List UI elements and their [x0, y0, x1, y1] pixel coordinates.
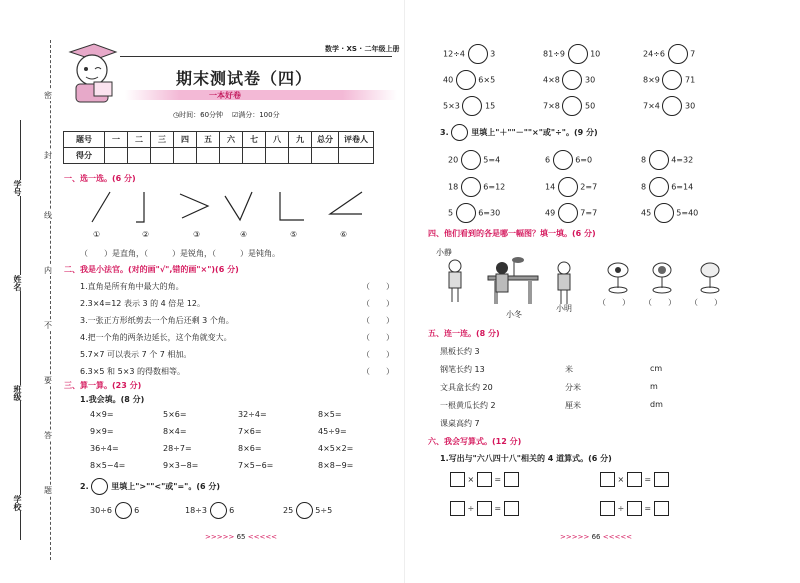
- seal-char: 内: [44, 266, 52, 275]
- operator-symbol: =: [494, 475, 502, 484]
- calc-item: 45÷9=: [318, 427, 347, 436]
- answer-box[interactable]: [477, 501, 492, 516]
- operator-circle[interactable]: [456, 203, 476, 223]
- answer-box[interactable]: [450, 472, 465, 487]
- clock-icon: ◷: [173, 111, 180, 119]
- judge-item: 5.7×7 可以表示 7 个 7 相加。: [80, 350, 192, 359]
- equation-row: [450, 501, 519, 516]
- page-title: 期末测试卷（四）: [176, 69, 313, 88]
- compare-left: 5×3: [443, 101, 460, 111]
- answer-box[interactable]: [477, 472, 492, 487]
- judge-answer[interactable]: （ ）: [362, 333, 394, 342]
- angle-label: ①: [93, 230, 101, 239]
- compare-right: 71: [684, 75, 696, 85]
- compare-item: [443, 44, 495, 64]
- match-right-item[interactable]: m: [650, 382, 658, 391]
- operator-symbol: =: [644, 475, 652, 484]
- calc-item: 9×3−8=: [163, 461, 199, 470]
- score-table: [63, 131, 374, 164]
- compare-left: 81÷9: [543, 49, 565, 59]
- page-fold: [404, 0, 405, 583]
- operand: 4=32: [671, 155, 694, 165]
- equation-row: [600, 501, 669, 516]
- mascot-illustration: [64, 42, 120, 104]
- match-left-item[interactable]: 一根黄瓜长约 2: [440, 401, 496, 410]
- operand: 49: [545, 208, 556, 218]
- page-arrows: >>>>>: [205, 533, 235, 541]
- table-cell: 三: [151, 132, 174, 148]
- match-right-item[interactable]: cm: [650, 364, 663, 373]
- judge-item: 6.3×5 和 5×3 的得数相等。: [80, 367, 186, 376]
- seal-char: 线: [44, 211, 52, 220]
- page-arrows: <<<<<: [247, 533, 278, 541]
- score-table-header: [64, 132, 374, 148]
- checkbox-icon: ☑: [231, 111, 239, 119]
- table-cell: 八: [266, 132, 289, 148]
- operator-symbol: ÷: [617, 504, 625, 513]
- section-1-title: 一、选一选。(6 分): [64, 174, 136, 183]
- sub-question-3: [440, 124, 598, 141]
- section-2-title: 二、我是小法官。(对的画"√",错的画"×")(6 分): [64, 265, 239, 274]
- table-cell: 二: [128, 132, 151, 148]
- score-cell[interactable]: [312, 148, 339, 164]
- equation-row: [450, 472, 519, 487]
- compare-left: 7×8: [543, 101, 560, 111]
- operator-symbol: ×: [617, 475, 625, 484]
- score-cell[interactable]: [128, 148, 151, 164]
- view-answer[interactable]: （ ）: [598, 298, 630, 307]
- operator-item: [545, 203, 597, 223]
- compare-circle[interactable]: [462, 96, 482, 116]
- calc-item: 36÷4=: [90, 444, 119, 453]
- compare-circle[interactable]: [662, 96, 682, 116]
- compare-circle[interactable]: [210, 502, 227, 519]
- sub-question-2: [80, 478, 220, 495]
- view-answer[interactable]: （ ）: [644, 298, 676, 307]
- compare-right: 7: [690, 49, 696, 59]
- seal-char: 题: [44, 486, 52, 495]
- desk-with-lamp: [488, 257, 538, 304]
- compare-item: [643, 96, 695, 116]
- boy-figure: [558, 262, 570, 304]
- section-6-title: 六、我会写算式。(12 分): [428, 437, 522, 446]
- lamp-view-3: [701, 263, 719, 293]
- match-mid-item[interactable]: 厘米: [565, 401, 581, 410]
- answer-circle: [451, 124, 468, 141]
- operator-circle[interactable]: [553, 150, 573, 170]
- section-3-title: 三、算一算。(23 分): [64, 381, 142, 390]
- operator-item: [545, 177, 597, 197]
- table-cell: 得分: [64, 148, 105, 164]
- operator-circle[interactable]: [558, 177, 578, 197]
- calc-item: 8×4=: [163, 427, 187, 436]
- title-band: [125, 90, 397, 100]
- match-mid-item[interactable]: 分米: [565, 383, 581, 392]
- compare-item: [543, 96, 595, 116]
- compare-item: [283, 502, 332, 519]
- subject-label: 数学 · XS · 二年级上册: [325, 45, 400, 53]
- compare-item: [185, 502, 234, 519]
- field-class: 班级: [13, 385, 22, 401]
- page-arrows: <<<<<: [602, 533, 633, 541]
- section-5-title: 五、连一连。(8 分): [428, 329, 500, 338]
- sub-question-1: 1.我会填。(8 分): [80, 395, 145, 404]
- view-answer[interactable]: （ ）: [690, 298, 722, 307]
- calc-item: 32÷4=: [238, 410, 267, 419]
- operand: 20: [448, 155, 459, 165]
- score-cell[interactable]: [174, 148, 197, 164]
- compare-circle[interactable]: [456, 70, 476, 90]
- compare-item: [543, 44, 600, 64]
- operand: 6=14: [671, 182, 694, 192]
- calc-item: 7×5−6=: [238, 461, 274, 470]
- compare-circle[interactable]: [562, 96, 582, 116]
- compare-right: 5÷5: [315, 506, 333, 515]
- judge-item: 4.把一个角的两条边延长，这个角就变大。: [80, 333, 232, 342]
- score-cell[interactable]: [197, 148, 220, 164]
- binding-dashed-line: [50, 40, 51, 560]
- operator-symbol: ×: [467, 475, 475, 484]
- seal-char: 要: [44, 376, 52, 385]
- compare-right: 3: [490, 49, 496, 59]
- operand: 6=30: [478, 208, 501, 218]
- operator-item: [641, 177, 693, 197]
- operand: 8: [641, 182, 647, 192]
- compare-circle[interactable]: [662, 70, 682, 90]
- compare-left: 30÷6: [90, 506, 112, 515]
- table-cell: 评卷人: [339, 132, 374, 148]
- angle-5: [280, 192, 304, 220]
- answer-box[interactable]: [654, 501, 669, 516]
- operand: 18: [448, 182, 459, 192]
- lamp-view-2: [653, 263, 671, 293]
- table-cell: 六: [220, 132, 243, 148]
- operand: 7=7: [580, 208, 598, 218]
- operand: 6=0: [575, 155, 593, 165]
- compare-left: 25: [283, 506, 294, 515]
- operator-item: [641, 203, 698, 223]
- score-cell[interactable]: [151, 148, 174, 164]
- compare-left: 4×8: [543, 75, 560, 85]
- compare-right: 30: [584, 75, 596, 85]
- angle-label: ⑥: [340, 230, 348, 239]
- angle-label: ④: [240, 230, 248, 239]
- operator-item: [448, 150, 500, 170]
- table-cell: 四: [174, 132, 197, 148]
- answer-box[interactable]: [600, 501, 615, 516]
- calc-item: 5×6=: [163, 410, 187, 419]
- equation-row: [600, 472, 669, 487]
- lamp-views: [598, 258, 748, 298]
- exam-meta: [173, 110, 280, 120]
- compare-circle[interactable]: [296, 502, 313, 519]
- operand: 2=7: [580, 182, 598, 192]
- operator-item: [545, 150, 592, 170]
- operator-circle[interactable]: [558, 203, 578, 223]
- binding-strip: [0, 0, 60, 583]
- compare-item: [643, 44, 695, 64]
- seal-char: 密: [44, 91, 52, 100]
- answer-box[interactable]: [450, 501, 465, 516]
- operand: 5=40: [676, 208, 699, 218]
- compare-left: 18÷3: [185, 506, 207, 515]
- compare-right: 6: [134, 506, 140, 515]
- judge-item: 1.直角是所有角中最大的角。: [80, 282, 184, 291]
- operand: 6=12: [483, 182, 506, 192]
- sub-question-text: 里填上">""<"或"="。(6 分): [111, 482, 220, 491]
- calc-item: 7×6=: [238, 427, 262, 436]
- judge-answer[interactable]: （ ）: [362, 367, 394, 376]
- answer-box[interactable]: [600, 472, 615, 487]
- compare-left: 12÷4: [443, 49, 465, 59]
- judge-answer[interactable]: （ ）: [362, 350, 394, 359]
- table-cell: 题号: [64, 132, 105, 148]
- judge-answer[interactable]: （ ）: [362, 316, 394, 325]
- compare-right: 50: [584, 101, 596, 111]
- score-table-row: [64, 148, 374, 164]
- operator-symbol: ÷: [467, 504, 475, 513]
- angle-answer-line: （ ）是直角，（ ）是锐角，（ ）是钝角。: [80, 249, 280, 258]
- calc-item: 8×6=: [238, 444, 262, 453]
- calc-item: 9×9=: [90, 427, 114, 436]
- calc-item: 4×9=: [90, 410, 114, 419]
- sub-question-number: 2.: [80, 482, 89, 491]
- name-label: 小冬: [506, 310, 522, 319]
- score-cell[interactable]: [339, 148, 374, 164]
- page-number: 65: [236, 533, 246, 541]
- judge-item: 2.3×4=12 表示 3 的 4 倍是 12。: [80, 299, 206, 308]
- compare-right: 30: [684, 101, 696, 111]
- operand: 8: [641, 155, 647, 165]
- page-number: 66: [591, 533, 601, 541]
- answer-box[interactable]: [654, 472, 669, 487]
- judge-item: 3.一张正方形纸剪去一个角后还剩 3 个角。: [80, 316, 234, 325]
- judge-answer[interactable]: （ ）: [362, 282, 394, 291]
- angle-label: ③: [193, 230, 201, 239]
- compare-right: 6: [229, 506, 235, 515]
- compare-left: 24÷6: [643, 49, 665, 59]
- field-student-id: 学号: [13, 180, 22, 196]
- sub-question-number: 3.: [440, 128, 449, 137]
- operand: 45: [641, 208, 652, 218]
- section-4-title: 四、他们看到的各是哪一幅图？填一填。(6 分): [428, 229, 596, 238]
- compare-item: [443, 96, 495, 116]
- match-left-item[interactable]: 黑板长约 3: [440, 347, 480, 356]
- field-school: 学校: [13, 495, 22, 511]
- seal-char: 答: [44, 431, 52, 440]
- angle-label: ②: [142, 230, 150, 239]
- page-number-right: [560, 533, 632, 541]
- match-left-item[interactable]: 文具盒长约 20: [440, 383, 493, 392]
- operator-symbol: =: [644, 504, 652, 513]
- score-label: 满分：100分: [238, 111, 280, 119]
- compare-left: 7×4: [643, 101, 660, 111]
- answer-box[interactable]: [504, 501, 519, 516]
- time-label: 时间：60分钟: [179, 111, 224, 119]
- judge-answer[interactable]: （ ）: [362, 299, 394, 308]
- compare-circle[interactable]: [468, 44, 488, 64]
- operator-circle[interactable]: [461, 150, 481, 170]
- compare-item: [643, 70, 695, 90]
- angle-2: [136, 192, 144, 222]
- operator-circle[interactable]: [461, 177, 481, 197]
- table-cell: 一: [105, 132, 128, 148]
- angle-label: ⑤: [290, 230, 298, 239]
- operand: 5=4: [483, 155, 501, 165]
- sub-question-1: 1.写出与"六八四十八"相关的 4 道算式。(6 分): [440, 454, 612, 463]
- angle-1: [92, 192, 110, 222]
- match-mid-item[interactable]: 米: [565, 365, 573, 374]
- operator-circle[interactable]: [649, 177, 669, 197]
- angle-figures: [80, 188, 370, 228]
- table-cell: 九: [289, 132, 312, 148]
- lamp-view-1: [608, 263, 628, 293]
- operator-item: [641, 150, 693, 170]
- header-rule: [120, 56, 392, 57]
- seal-char: 不: [44, 321, 52, 330]
- compare-right: 10: [590, 49, 601, 59]
- compare-right: 15: [484, 101, 496, 111]
- compare-right: 6×5: [478, 75, 496, 85]
- calc-item: 28÷7=: [163, 444, 192, 453]
- sub-question-text: 里填上"＋""－""×"或"÷"。(9 分): [471, 128, 598, 137]
- answer-circle: [91, 478, 108, 495]
- operand: 14: [545, 182, 556, 192]
- angle-3: [180, 194, 208, 218]
- table-cell: 七: [243, 132, 266, 148]
- score-cell[interactable]: [289, 148, 312, 164]
- name-label: 小明: [556, 304, 572, 313]
- table-cell: 总分: [312, 132, 339, 148]
- operator-circle[interactable]: [654, 203, 674, 223]
- match-left-item[interactable]: 钢笔长约 13: [440, 365, 485, 374]
- match-right-item[interactable]: dm: [650, 400, 663, 409]
- operator-circle[interactable]: [649, 150, 669, 170]
- table-cell: 五: [197, 132, 220, 148]
- angle-6: [330, 192, 362, 214]
- score-cell[interactable]: [243, 148, 266, 164]
- compare-item: [443, 70, 495, 90]
- page-arrows: >>>>>: [560, 533, 590, 541]
- compare-circle[interactable]: [562, 70, 582, 90]
- calc-item: 4×5×2=: [318, 444, 354, 453]
- calc-item: 8×8−9=: [318, 461, 354, 470]
- answer-box[interactable]: [627, 501, 642, 516]
- score-cell[interactable]: [105, 148, 128, 164]
- compare-circle[interactable]: [115, 502, 132, 519]
- seal-char: 封: [44, 151, 52, 160]
- operator-item: [448, 203, 500, 223]
- operator-item: [448, 177, 505, 197]
- calc-item: 8×5=: [318, 410, 342, 419]
- operand: 5: [448, 208, 454, 218]
- compare-circle[interactable]: [668, 44, 688, 64]
- calc-item: 8×5−4=: [90, 461, 126, 470]
- girl-figure: [449, 260, 461, 302]
- answer-box[interactable]: [504, 472, 519, 487]
- page-number-left: [205, 533, 277, 541]
- compare-item: [543, 70, 595, 90]
- match-left-item[interactable]: 课桌高约 7: [440, 419, 480, 428]
- compare-circle[interactable]: [568, 44, 588, 64]
- compare-left: 8×9: [643, 75, 660, 85]
- compare-left: 40: [443, 75, 454, 85]
- angle-4: [225, 192, 252, 220]
- score-cell[interactable]: [266, 148, 289, 164]
- operand: 6: [545, 155, 551, 165]
- answer-box[interactable]: [627, 472, 642, 487]
- operator-symbol: =: [494, 504, 502, 513]
- brand-label: 一本好卷: [209, 91, 241, 100]
- compare-item: [90, 502, 139, 519]
- score-cell[interactable]: [220, 148, 243, 164]
- name-label: 小静: [436, 248, 452, 257]
- field-name: 姓名: [13, 275, 22, 291]
